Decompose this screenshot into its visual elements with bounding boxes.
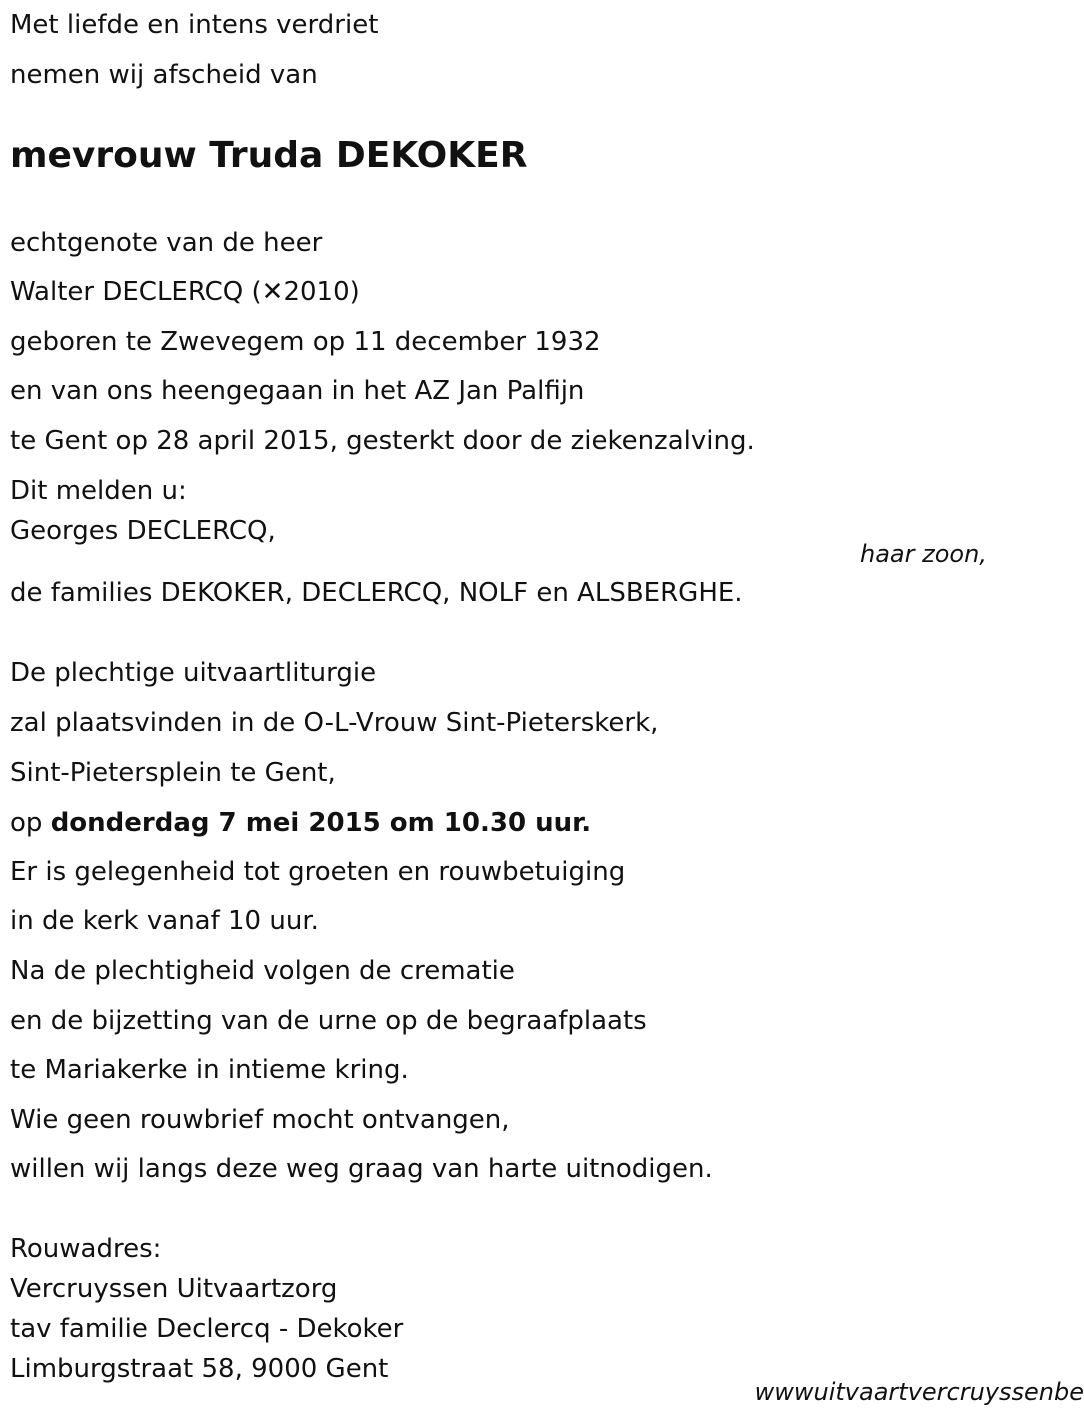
death-date: te Gent op 28 april 2015, gesterkt door de ziekenzalving.	[10, 426, 755, 456]
address-line-1: Vercruyssen Uitvaartzorg	[10, 1274, 338, 1304]
ceremony-line-8: en de bijzetting van de urne op de begraafplaats	[10, 1006, 647, 1036]
ceremony-line-3: Sint-Pietersplein te Gent,	[10, 758, 336, 788]
ceremony-date-line	[10, 806, 591, 840]
ceremony-date: donderdag 7 mei 2015 om 10.30 uur.	[50, 808, 592, 838]
deceased-name: mevrouw Truda DEKOKER	[10, 135, 528, 176]
death-place: en van ons heengegaan in het AZ Jan Palfijn	[10, 376, 585, 406]
ceremony-line-11: willen wij langs deze weg graag van harte uitnodigen.	[10, 1154, 713, 1184]
ceremony-line-7: Na de plechtigheid volgen de crematie	[10, 956, 515, 986]
ceremony-line-6: in de kerk vanaf 10 uur.	[10, 906, 319, 936]
son-relation: haar zoon,	[860, 540, 987, 568]
ceremony-line-2: zal plaatsvinden in de O-L-Vrouw Sint-Pieterskerk,	[10, 708, 659, 738]
intro-line-1: Met liefde en intens verdriet	[10, 10, 379, 40]
intro-line-2: nemen wij afscheid van	[10, 60, 318, 90]
ceremony-date-prefix: op	[10, 808, 51, 838]
ceremony-line-5: Er is gelegenheid tot groeten en rouwbetuiging	[10, 857, 626, 887]
ceremony-line-9: te Mariakerke in intieme kring.	[10, 1055, 409, 1085]
spouse-intro: echtgenote van de heer	[10, 228, 323, 258]
ceremony-line-10: Wie geen rouwbrief mocht ontvangen,	[10, 1105, 510, 1135]
address-line-3: Limburgstraat 58, 9000 Gent	[10, 1354, 389, 1384]
announcers-heading: Dit melden u:	[10, 476, 187, 506]
son-name: Georges DECLERCQ,	[10, 516, 276, 546]
families-line: de families DEKOKER, DECLERCQ, NOLF en ALSBERGHE.	[10, 578, 743, 608]
spouse-name: Walter DECLERCQ (✕2010)	[10, 277, 360, 307]
birth-info: geboren te Zwevegem op 11 december 1932	[10, 327, 601, 357]
address-line-2: tav familie Declercq - Dekoker	[10, 1314, 404, 1344]
address-heading: Rouwadres:	[10, 1234, 162, 1264]
ceremony-line-1: De plechtige uitvaartliturgie	[10, 658, 377, 688]
website-link[interactable]: wwwuitvaartvercruyssenbe	[754, 1378, 1084, 1406]
